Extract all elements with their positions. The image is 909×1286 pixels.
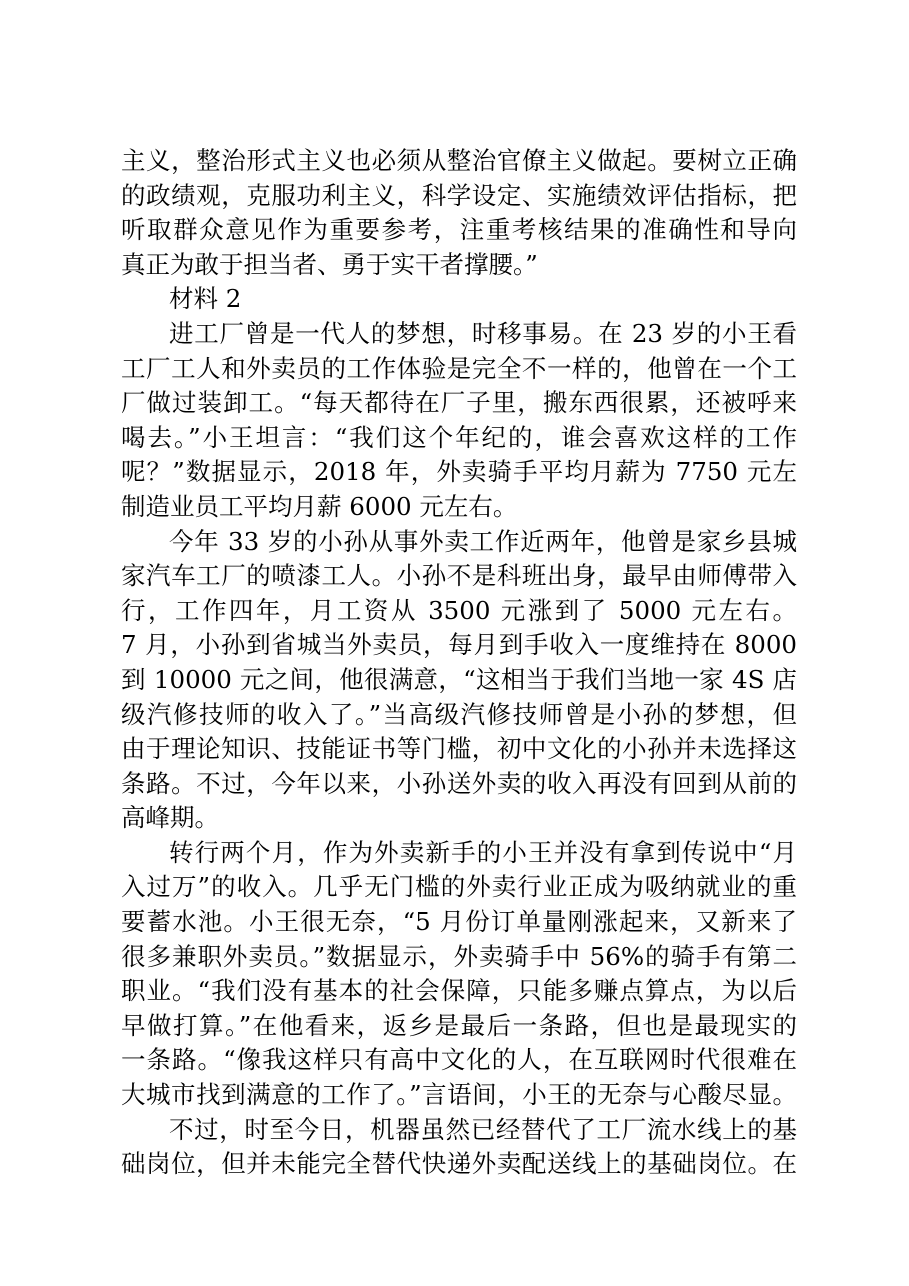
text-line: 础岗位，但并未能完全替代快递外卖配送线上的基础岗位。在 <box>121 1149 797 1179</box>
text-line: 入过万”的收入。几乎无门槛的外卖行业正成为吸纳就业的重 <box>121 872 797 902</box>
paragraph-first-line: 进工厂曾是一代人的梦想，时移事易。在 23 岁的小王看 <box>169 318 797 348</box>
text-line: 主义，整治形式主义也必须从整治官僚主义做起。要树立正确 <box>121 146 797 175</box>
text-line: 级汽修技师的收入了。”当高级汽修技师曾是小孙的梦想，但 <box>121 699 797 729</box>
text-line: 工厂工人和外卖员的工作体验是完全不一样的，他曾在一个工 <box>121 353 797 383</box>
paragraph-end-line: 制造业员工平均月薪 6000 元左右。 <box>121 491 518 521</box>
paragraph-end-line: 真正为敢于担当者、勇于实干者撑腰。” <box>121 249 538 279</box>
text-line: 早做打算。”在他看来，返乡是最后一条路，但也是最现实的 <box>121 1010 797 1040</box>
text-line: 很多兼职外卖员。”数据显示，外卖骑手中 56%的骑手有第二 <box>121 941 797 971</box>
section-heading: 材料 2 <box>169 284 242 314</box>
text-line: 喝去。”小王坦言：“我们这个年纪的，谁会喜欢这样的工作 <box>121 422 797 452</box>
paragraph-first-line: 今年 33 岁的小孙从事外卖工作近两年，他曾是家乡县城 <box>169 526 797 556</box>
text-line: 行，工作四年，月工资从 3500 元涨到了 5000 元左右。 <box>121 595 797 625</box>
text-line: 职业。“我们没有基本的社会保障，只能多赚点算点，为以后 <box>121 976 797 1006</box>
text-line: 条路。不过，今年以来，小孙送外卖的收入再没有回到从前的 <box>121 768 797 798</box>
text-line: 一条路。“像我这样只有高中文化的人，在互联网时代很难在 <box>121 1045 797 1075</box>
paragraph-first-line: 转行两个月，作为外卖新手的小王并没有拿到传说中“月 <box>169 837 797 867</box>
text-line: 家汽车工厂的喷漆工人。小孙不是科班出身，最早由师傅带入 <box>121 561 797 591</box>
text-line: 大城市找到满意的工作了。”言语间，小王的无奈与心酸尽显。 <box>121 1080 797 1110</box>
text-line: 到 10000 元之间，他很满意，“这相当于我们当地一家 4S 店 <box>121 664 797 694</box>
text-line: 呢？”数据显示，2018 年，外卖骑手平均月薪为 7750 元左 <box>121 457 797 487</box>
text-line: 的政绩观，克服功利主义，科学设定、实施绩效评估指标，把 <box>121 180 797 210</box>
document-body <box>121 144 797 1182</box>
text-line: 由于理论知识、技能证书等门槛，初中文化的小孙并未选择这 <box>121 734 797 764</box>
text-line: 7 月，小孙到省城当外卖员，每月到手收入一度维持在 8000 <box>121 630 797 660</box>
text-line: 要蓄水池。小王很无奈，“5 月份订单量刚涨起来，又新来了 <box>121 907 797 937</box>
paragraph-first-line: 不过，时至今日，机器虽然已经替代了工厂流水线上的基 <box>169 1114 797 1144</box>
paragraph-end-line: 高峰期。 <box>121 803 219 833</box>
text-line: 听取群众意见作为重要参考，注重考核结果的准确性和导向 <box>121 215 797 245</box>
text-line: 厂做过装卸工。“每天都待在厂子里，搬东西很累，还被呼来 <box>121 388 797 418</box>
